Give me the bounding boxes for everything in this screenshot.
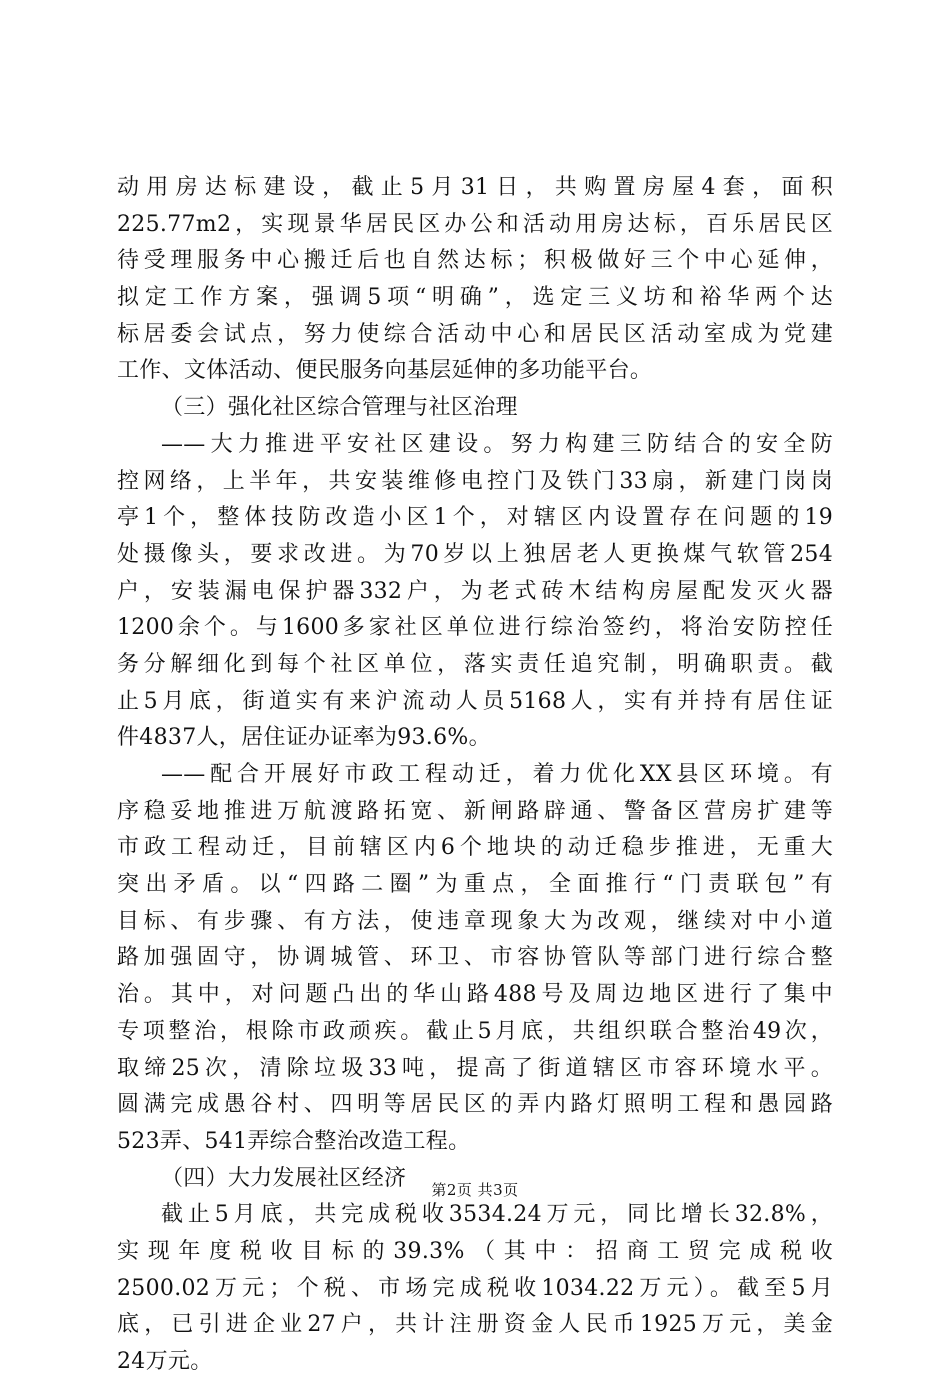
paragraph-line: 2500.02万元；个税、市场完成税收1034.22万元）。截至5月	[117, 1275, 833, 1301]
paragraph-line: 件4837人，居住证办证率为93.6%。	[117, 725, 491, 751]
page-number-footer: 第2页 共3页	[431, 1181, 519, 1199]
paragraph-line: 处摄像头，要求改进。为70岁以上独居老人更换煤气软管254	[117, 541, 833, 567]
paragraph-line: 市政工程动迁，目前辖区内6个地块的动迁稳步推进，无重大	[117, 835, 833, 861]
paragraph-line: 亭1个，整体技防改造小区1个，对辖区内设置存在问题的19	[117, 505, 833, 531]
paragraph-line: 待受理服务中心搬迁后也自然达标；积极做好三个中心延伸，	[117, 248, 833, 274]
paragraph-line: 底，已引进企业27户，共计注册资金人民币1925万元，美金	[117, 1312, 833, 1338]
paragraph-line: 实现年度税收目标的39.3%（其中：招商工贸完成税收	[117, 1238, 833, 1264]
paragraph-line: 务分解细化到每个社区单位，落实责任追究制，明确职责。截	[117, 651, 833, 677]
paragraph-line: 治。其中，对问题凸出的华山路488号及周边地区进行了集中	[117, 982, 833, 1008]
paragraph-line: 圆满完成愚谷村、四明等居民区的弄内路灯照明工程和愚园路	[117, 1092, 833, 1118]
paragraph-line: 突出矛盾。以“四路二圈”为重点，全面推行“门责联包”有	[117, 872, 833, 898]
section-heading-3: （三）强化社区综合管理与社区治理	[161, 395, 518, 421]
paragraph-line: 控网络，上半年，共安装维修电控门及铁门33扇，新建门岗岗	[117, 468, 833, 494]
paragraph-line: 拟定工作方案，强调5项“明确”，选定三义坊和裕华两个达	[117, 285, 833, 311]
paragraph-line: 取缔25次，清除垃圾33吨，提高了街道辖区市容环境水平。	[117, 1055, 833, 1081]
paragraph-line: ——大力推进平安社区建设。努力构建三防结合的安全防	[161, 431, 833, 457]
paragraph-line: 截止5月底，共完成税收3534.24万元，同比增长32.8%，	[161, 1202, 833, 1228]
paragraph-line: 工作、文体活动、便民服务向基层延伸的多功能平台。	[117, 358, 653, 384]
paragraph-line: 路加强固守，协调城管、环卫、市容协管队等部门进行综合整	[117, 945, 833, 971]
paragraph-line: 止5月底，街道实有来沪流动人员5168人，实有并持有居住证	[117, 688, 833, 714]
paragraph-line: 523弄、541弄综合整治改造工程。	[117, 1128, 471, 1154]
paragraph-line: 1200余个。与1600多家社区单位进行综治签约，将治安防控任	[117, 615, 833, 641]
paragraph-line: 标居委会试点，努力使综合活动中心和居民区活动室成为党建	[117, 321, 833, 347]
section-heading-4: （四）大力发展社区经济	[161, 1165, 407, 1191]
paragraph-line: 目标、有步骤、有方法，使违章现象大为改观，继续对中小道	[117, 908, 833, 934]
paragraph-line: 24万元。	[117, 1349, 213, 1374]
paragraph-line: 专项整治，根除市政顽疾。截止5月底，共组织联合整治49次，	[117, 1018, 833, 1044]
paragraph-line: 户，安装漏电保护器332户，为老式砖木结构房屋配发灭火器	[117, 578, 833, 604]
paragraph-line: ——配合开展好市政工程动迁，着力优化XX县区环境。有	[161, 762, 833, 787]
paragraph-line: 序稳妥地推进万航渡路拓宽、新闸路辟通、警备区营房扩建等	[117, 798, 833, 824]
paragraph-line: 225.77m2，实现景华居民区办公和活动用房达标，百乐居民区	[117, 211, 833, 237]
paragraph-line: 动用房达标建设，截止5月31日，共购置房屋4套，面积	[117, 175, 833, 200]
